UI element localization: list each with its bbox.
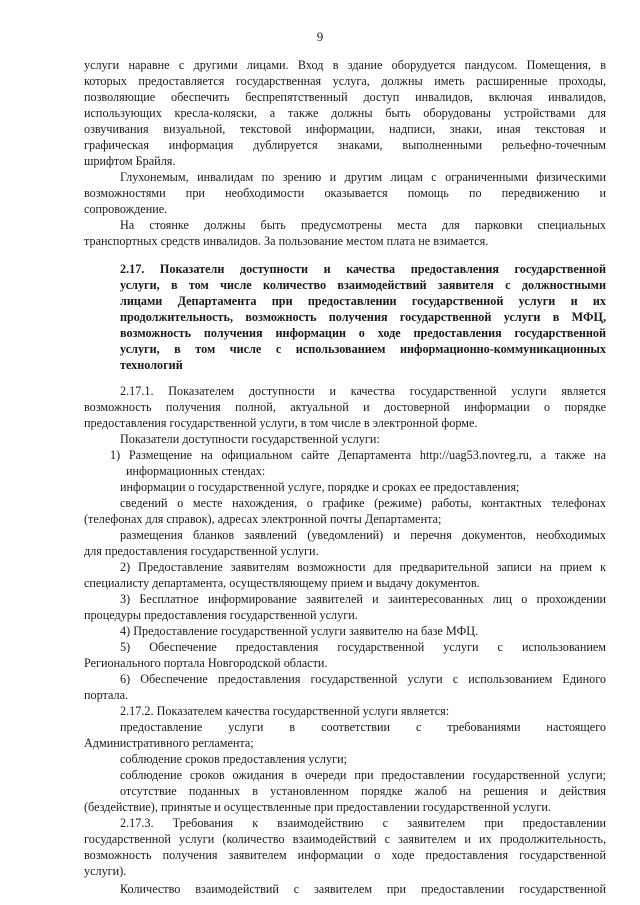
text-line: Показатели доступности государственной услуги: — [120, 432, 380, 446]
text-line: 2.17.3. Требования к взаимодействию с заявителем при предоставлении — [120, 816, 606, 830]
text-line: Глухонемым, инвалидам по зрению и другим лицам с ограниченными физическими — [120, 170, 606, 184]
section-heading-line: продолжительность, возможность получения государственной услуги в МФЦ, — [120, 310, 606, 324]
text-line: озвучивания визуальной, текстовой информации, надписи, знаки, иная текстовая и — [84, 122, 606, 136]
text-line: сведений о месте нахождения, о графике (режиме) работы, контактных телефонах — [120, 496, 606, 510]
text-line: возможность получения полной, актуальной и достоверной информации о порядке — [84, 400, 606, 414]
text-line: шрифтом Брайля. — [84, 154, 176, 168]
section-heading-line: лицами Департамента при предоставлении государственной услуги и их — [120, 294, 606, 308]
text-line: Регионального портала Новгородской области. — [84, 656, 328, 670]
text-line: Количество взаимодействий с заявителем при предоставлении государственной — [120, 882, 606, 896]
text-line: использующих кресла-коляски, а также должны быть оборудованы устройствами для — [84, 106, 606, 120]
text-line: (бездействие), принятые и осуществленные при предоставлении государственной услуги. — [84, 800, 551, 814]
text-line: (телефонах для справок), адресах электронной почты Департамента; — [84, 512, 442, 526]
text-line: соблюдение сроков предоставления услуги; — [120, 752, 347, 766]
text-line: предоставление услуги в соответствии с требованиями настоящего — [120, 720, 606, 734]
list-item: 3) Бесплатное информирование заявителей и заинтересованных лиц о прохождении — [120, 592, 606, 606]
text-line: 2.17.1. Показателем доступности и качества государственной услуги является — [120, 384, 606, 398]
list-item: 6) Обеспечение предоставления государственной услуги с использованием Единого — [120, 672, 606, 686]
text-line: возможность получения заявителем информации о ходе предоставления государственной — [84, 848, 606, 862]
list-item: 5) Обеспечение предоставления государственной услуги с использованием — [120, 640, 606, 654]
text-line: графическая информация дублируется знаками, выполненными рельефно-точечным — [84, 138, 606, 152]
text-line: услуги). — [84, 864, 127, 878]
list-item-continuation: информационных стендах: — [126, 464, 266, 478]
list-item: 2) Предоставление заявителям возможности для предварительной записи на прием к — [120, 560, 606, 574]
text-line: соблюдение сроков ожидания в очереди при предоставлении государственной услуги; — [120, 768, 606, 782]
section-heading-line: услуги, в том числе количество взаимодействий заявителя с должностными — [120, 278, 606, 292]
section-heading-line: возможность получения информации о ходе предоставления государственной — [120, 326, 606, 340]
text-line: портала. — [84, 688, 129, 702]
text-line: государственной услуги (количество взаимодействий с заявителем и их продолжительность, — [84, 832, 606, 846]
text-line: предоставления государственной услуги, в том числе в электронной форме. — [84, 416, 478, 430]
text-line: отсутствие поданных в установленном порядке жалоб на решения и действия — [120, 784, 606, 798]
list-item: 1) Размещение на официальном сайте Департамента http://uag53.novreg.ru, а также на — [110, 448, 606, 462]
text-line: позволяющие обеспечить беспрепятственный доступ инвалидов, включая инвалидов, — [84, 90, 606, 104]
page-number: 9 — [316, 29, 324, 44]
text-line: транспортных средств инвалидов. За пользование местом плата не взимается. — [84, 234, 489, 248]
text-line: процедуры предоставления государственной услуги. — [84, 608, 358, 622]
text-line: сопровождение. — [84, 202, 168, 216]
section-heading-line: 2.17. Показатели доступности и качества предоставления государственной — [120, 262, 606, 276]
text-line: На стоянке должны быть предусмотрены места для парковки специальных — [120, 218, 606, 232]
text-line: для предоставления государственной услуги. — [84, 544, 319, 558]
text-line: возможностями при необходимости оказывается помощь по передвижению и — [84, 186, 606, 200]
section-heading-line: технологий — [120, 358, 183, 372]
text-line: Административного регламента; — [84, 736, 254, 750]
text-line: услуги наравне с другими лицами. Вход в здание оборудуется пандусом. Помещения, в — [84, 58, 606, 72]
list-item: 4) Предоставление государственной услуги заявителю на базе МФЦ. — [120, 624, 479, 638]
text-line: 2.17.2. Показателем качества государственной услуги является: — [120, 704, 450, 718]
section-heading-line: услуги, в том числе с использованием информационно-коммуникационных — [120, 342, 606, 356]
text-line: размещения бланков заявлений (уведомлений) и перечня документов, необходимых — [120, 528, 606, 542]
text-line: информации о государственной услуге, порядке и сроках ее предоставления; — [120, 480, 520, 494]
text-line: специалисту департамента, осуществляющему прием и выдачу документов. — [84, 576, 480, 590]
text-line: которых предоставляется государственная услуга, должны иметь расширенные проходы, — [84, 74, 606, 88]
